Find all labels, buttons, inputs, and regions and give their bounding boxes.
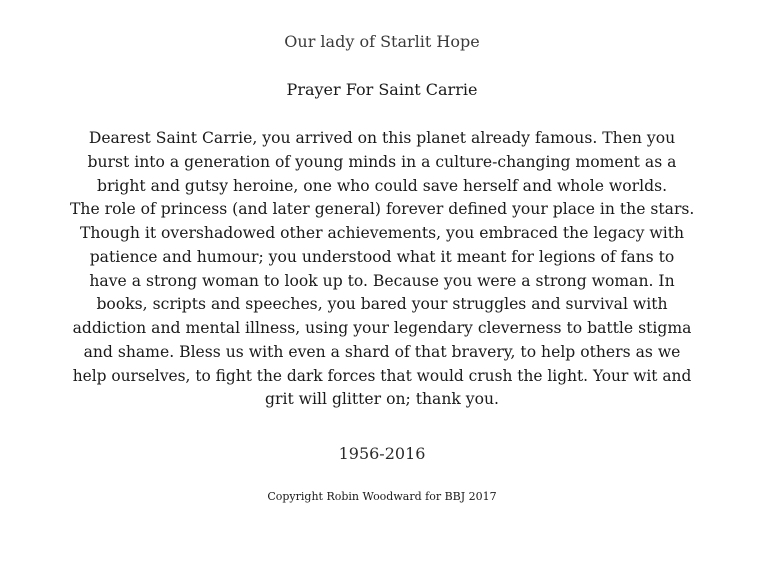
prayer-line: patience and humour; you understood what it meant for legions of fans to [89,247,675,266]
prayer-line: The role of princess (and later general) forever defined your place in the stars. [70,200,695,219]
prayer-line: addiction and mental illness, using your legendary cleverness to battle stigma [72,319,692,337]
prayer-line: help ourselves, to fight the dark forces that would crush the light. Your wit and [72,366,692,385]
prayer-line: bright and gutsy heroine, one who could save herself and whole worlds. [96,176,668,195]
prayer-line: have a strong woman to look up to. Because you were a strong woman. In [89,271,675,290]
prayer-body [70,127,694,412]
life-dates: 1956-2016 [338,444,426,463]
prayer-line: burst into a generation of young minds in a culture-changing moment as a [87,152,677,171]
prayer-line: Dearest Saint Carrie, you arrived on this planet already famous. Then you [88,129,676,147]
prayer-line: books, scripts and speeches, you bared your struggles and survival with [96,295,668,314]
header-title: Our lady of Starlit Hope [284,32,480,51]
prayer-line: and shame. Bless us with even a shard of that bravery, to help others as we [83,342,681,361]
copyright-notice: Copyright Robin Woodward for BBJ 2017 [267,490,497,503]
prayer-line: Though it overshadowed other achievements, you embraced the legacy with [79,224,685,242]
prayer-line: grit will glitter on; thank you. [265,390,499,409]
prayer-title: Prayer For Saint Carrie [286,80,478,99]
